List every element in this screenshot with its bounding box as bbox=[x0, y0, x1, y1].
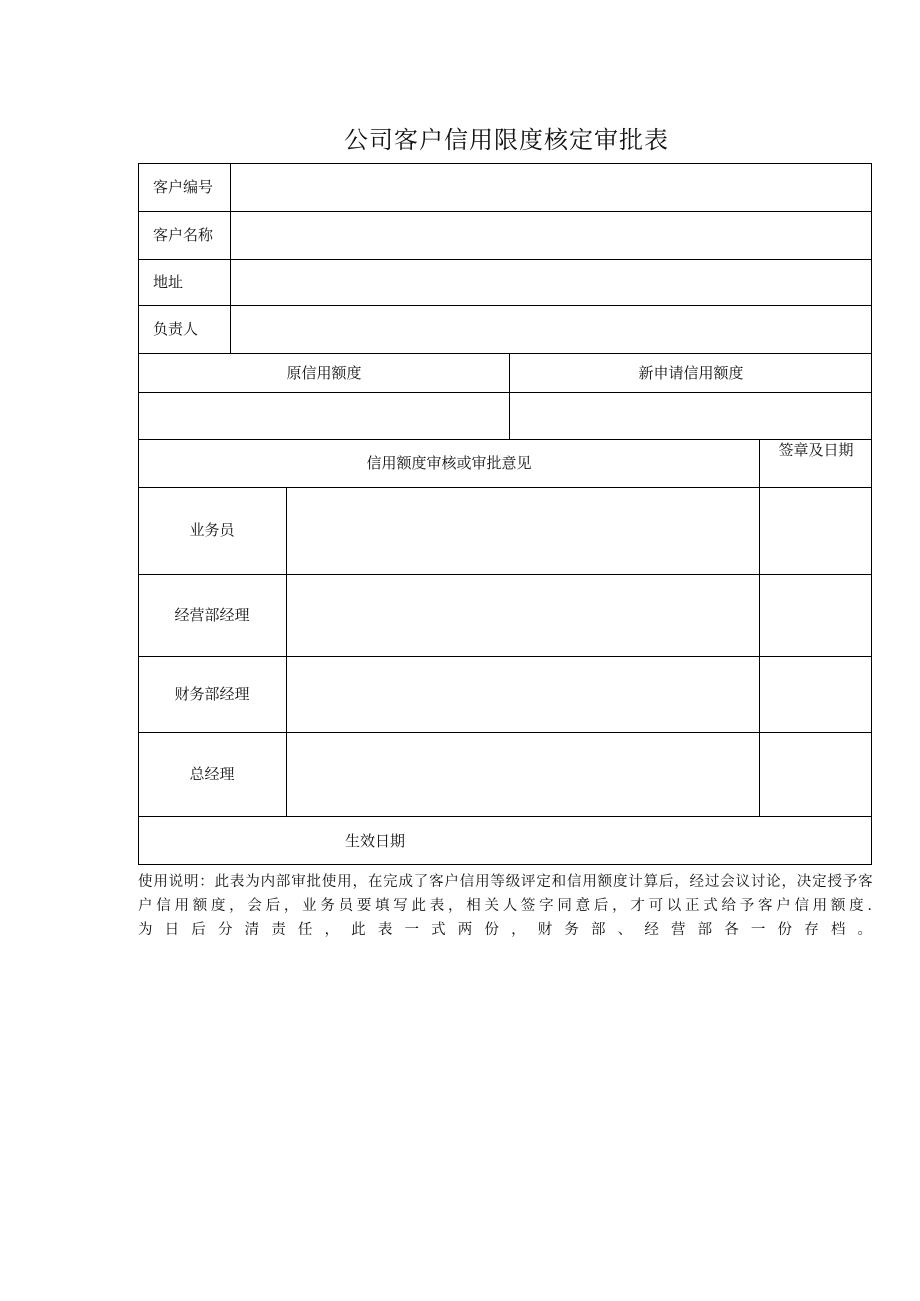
customer-name-field[interactable] bbox=[231, 212, 871, 259]
customer-id-field[interactable] bbox=[231, 164, 871, 211]
row-divider bbox=[138, 439, 872, 440]
salesperson-label: 业务员 bbox=[189, 521, 235, 539]
form-title: 公司客户信用限度核定审批表 bbox=[344, 126, 669, 154]
instructions-line: 为日后分清责任，此表一式两份，财务部、经营部各一份存档。 bbox=[138, 922, 872, 938]
effective-date-field[interactable] bbox=[420, 817, 871, 864]
salesperson-opinion-field[interactable] bbox=[287, 488, 759, 574]
person-in-charge-label: 负责人 bbox=[153, 320, 199, 338]
business-manager-signature-field[interactable] bbox=[760, 575, 871, 656]
address-field[interactable] bbox=[231, 260, 871, 305]
finance-manager-signature-field[interactable] bbox=[760, 657, 871, 732]
general-manager-opinion-field[interactable] bbox=[287, 733, 759, 816]
effective-date-label: 生效日期 bbox=[344, 832, 406, 850]
person-in-charge-field[interactable] bbox=[231, 306, 871, 353]
new-credit-field[interactable] bbox=[510, 393, 871, 439]
instructions-line: 户信用额度，会后，业务员要填写此表，相关人签字同意后，才可以正式给予客户信用额度. bbox=[138, 898, 872, 914]
customer-name-label: 客户名称 bbox=[153, 226, 214, 244]
instructions-line: 使用说明：此表为内部审批使用，在完成了客户信用等级评定和信用额度计算后，经过会议讨论，决定授予客 bbox=[138, 874, 872, 890]
customer-id-label: 客户编号 bbox=[153, 178, 214, 196]
general-manager-label: 总经理 bbox=[189, 765, 235, 783]
new-credit-label: 新申请信用额度 bbox=[638, 364, 744, 382]
original-credit-field[interactable] bbox=[139, 393, 509, 439]
signature-date-header: 签章及日期 bbox=[778, 441, 854, 459]
finance-manager-label: 财务部经理 bbox=[174, 685, 250, 703]
finance-manager-opinion-field[interactable] bbox=[287, 657, 759, 732]
approval-opinion-header: 信用额度审核或审批意见 bbox=[366, 454, 532, 472]
salesperson-signature-field[interactable] bbox=[760, 488, 871, 574]
row-divider bbox=[138, 353, 872, 354]
general-manager-signature-field[interactable] bbox=[760, 733, 871, 816]
original-credit-label: 原信用额度 bbox=[286, 364, 362, 382]
business-manager-label: 经营部经理 bbox=[174, 606, 250, 624]
usage-instructions bbox=[138, 870, 872, 942]
business-manager-opinion-field[interactable] bbox=[287, 575, 759, 656]
address-label: 地址 bbox=[153, 273, 184, 291]
